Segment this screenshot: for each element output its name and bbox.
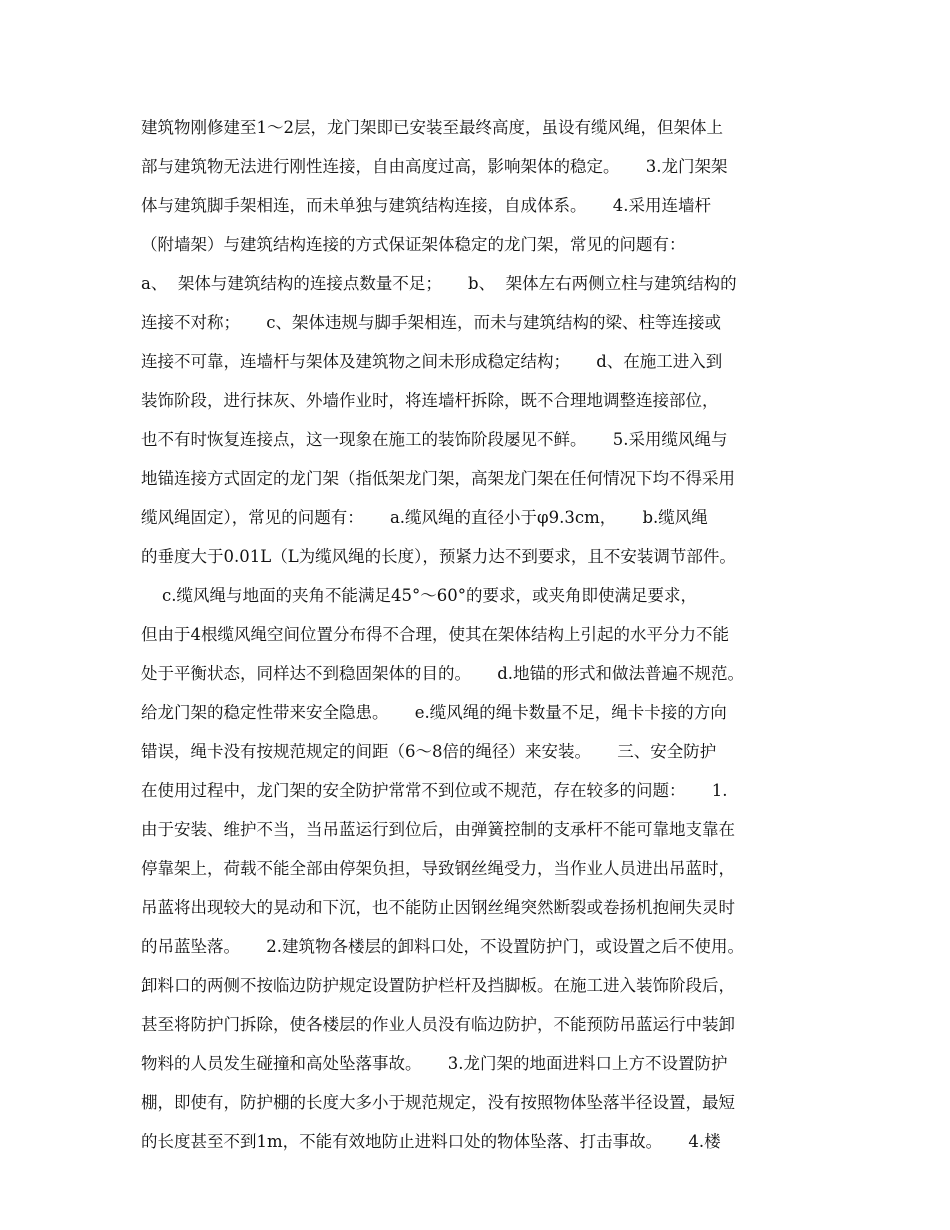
text-line: 停靠架上，荷载不能全部由停架负担，导致钢丝绳受力，当作业人员进出吊蓝时， bbox=[141, 859, 735, 878]
text-line: 装饰阶段，进行抹灰、外墙作业时，将连墙杆拆除，既不合理地调整连接部位， bbox=[141, 391, 719, 410]
text-line: 的长度甚至不到1m，不能有效地防止进料口处的物体坠落、打击事故。 4.楼 bbox=[141, 1132, 721, 1151]
text-line: 处于平衡状态，同样达不到稳固架体的目的。 d.地锚的形式和做法普遍不规范。 bbox=[141, 664, 745, 683]
text-line: c.缆风绳与地面的夹角不能满足45°～60°的要求，或夹角即使满足要求， bbox=[141, 586, 697, 605]
text-line: 的垂度大于0.01L（L为缆风绳的长度），预紧力达不到要求，且不安装调节部件。 bbox=[141, 547, 736, 566]
text-line: a、 架体与建筑结构的连接点数量不足； b、 架体左右两侧立柱与建筑结构的 bbox=[141, 274, 737, 293]
text-line: 甚至将防护门拆除，使各楼层的作业人员没有临边防护，不能预防吊蓝运行中装卸 bbox=[141, 1015, 735, 1034]
text-line: 缆风绳固定），常见的问题有： a.缆风绳的直径小于φ9.3cm， b.缆风绳 bbox=[141, 508, 708, 527]
text-line: 棚，即使有，防护棚的长度大多小于规范规定，没有按照物体坠落半径设置，最短 bbox=[141, 1093, 735, 1112]
text-line: 由于安装、维护不当，当吊蓝运行到位后，由弹簧控制的支承杆不能可靠地支靠在 bbox=[141, 820, 735, 839]
text-line: 连接不可靠，连墙杆与架体及建筑物之间未形成稳定结构； d、在施工进入到 bbox=[141, 352, 723, 371]
text-line: 在使用过程中，龙门架的安全防护常常不到位或不规范，存在较多的问题： 1. bbox=[141, 781, 728, 800]
text-line: 也不有时恢复连接点，这一现象在施工的装饰阶段屡见不鲜。 5.采用缆风绳与 bbox=[141, 430, 728, 449]
text-line: 体与建筑脚手架相连，而未单独与建筑结构连接，自成体系。 4.采用连墙杆 bbox=[141, 196, 711, 215]
text-line: 的吊蓝坠落。 2.建筑物各楼层的卸料口处，不设置防护门，或设置之后不使用。 bbox=[141, 937, 744, 956]
text-line: 建筑物刚修建至1～2层，龙门架即已安装至最终高度，虽设有缆风绳，但架体上 bbox=[141, 118, 723, 137]
text-line: 但由于4根缆风绳空间位置分布得不合理，使其在架体结构上引起的水平分力不能 bbox=[141, 625, 729, 644]
text-line: （附墙架）与建筑结构连接的方式保证架体稳定的龙门架，常见的问题有： bbox=[141, 235, 686, 254]
text-line: 吊蓝将出现较大的晃动和下沉，也不能防止因钢丝绳突然断裂或卷扬机抱闸失灵时 bbox=[141, 898, 735, 917]
text-line: 卸料口的两侧不按临边防护规定设置防护栏杆及挡脚板。在施工进入装饰阶段后， bbox=[141, 976, 735, 995]
text-line: 物料的人员发生碰撞和高处坠落事故。 3.龙门架的地面进料口上方不设置防护 bbox=[141, 1054, 728, 1073]
text-line: 给龙门架的稳定性带来安全隐患。 e.缆风绳的绳卡数量不足，绳卡卡接的方向 bbox=[141, 703, 727, 722]
text-line: 地锚连接方式固定的龙门架（指低架龙门架，高架龙门架在任何情况下均不得采用 bbox=[141, 469, 735, 488]
text-line: 错误，绳卡没有按规范规定的间距（6～8倍的绳径）来安装。 三、安全防护 bbox=[141, 742, 717, 761]
text-line: 部与建筑物无法进行刚性连接，自由高度过高，影响架体的稳定。 3.龙门架架 bbox=[141, 157, 728, 176]
text-line: 连接不对称； c、架体违规与脚手架相连，而未与建筑结构的梁、柱等连接或 bbox=[141, 313, 721, 332]
